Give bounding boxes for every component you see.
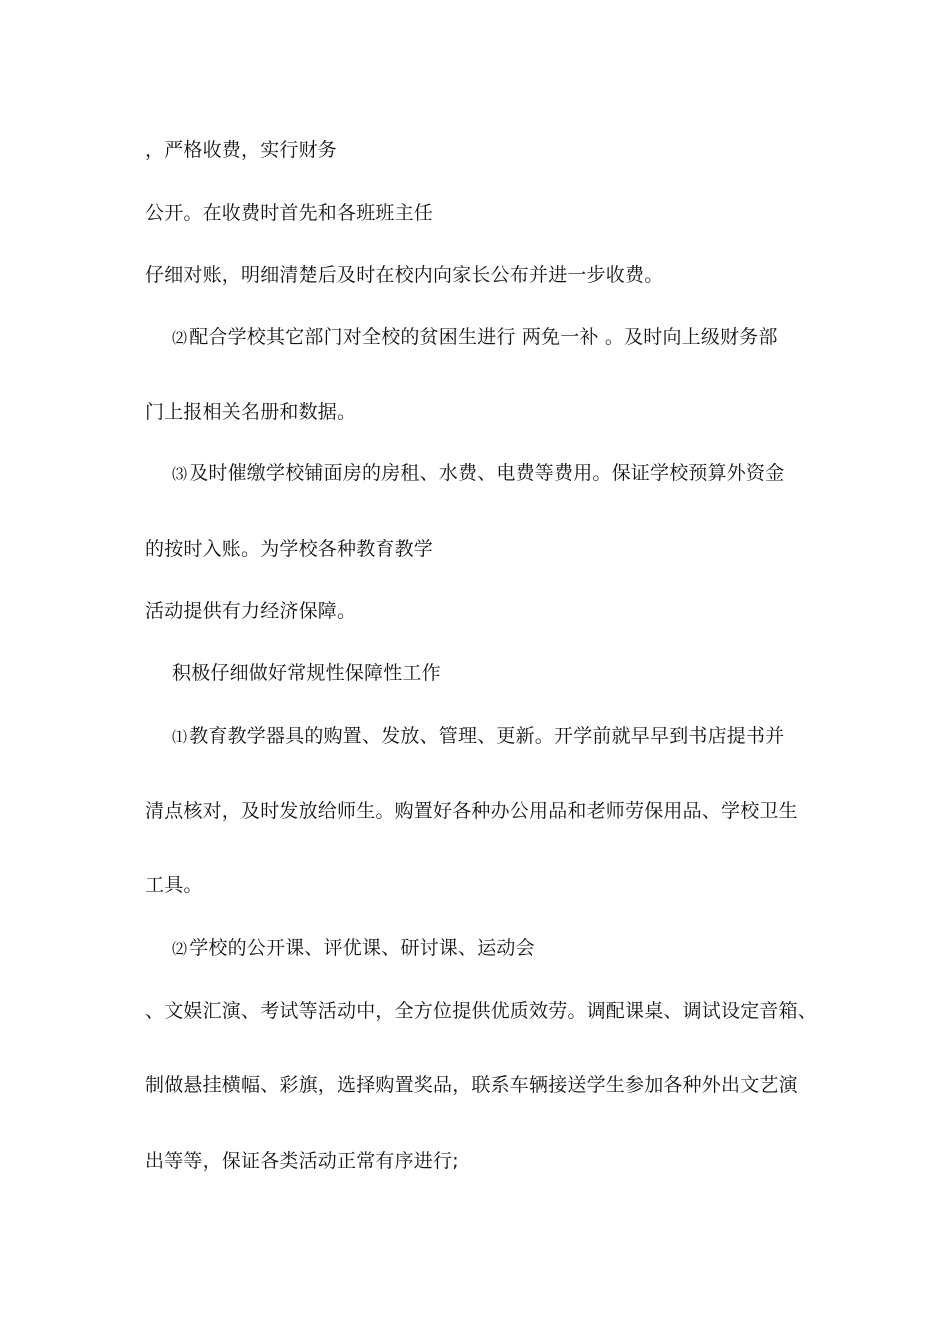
list-item-3-first-line <box>172 461 784 486</box>
text-line-14 <box>145 999 817 1023</box>
text-line-7 <box>145 537 433 561</box>
text-line-11 <box>145 799 798 823</box>
list-item-1-first-line <box>172 724 784 749</box>
line-text: 活动提供有力经济保障。 <box>145 600 357 622</box>
text-line-15 <box>145 1073 798 1097</box>
line-text: 出等等，保证各类活动正常有序进行; <box>145 1150 459 1172</box>
list-marker: ⑵ <box>172 329 188 347</box>
list-marker: ⑴ <box>172 728 188 746</box>
line-text: 教育教学器具的购置、发放、管理、更新。开学前就早早到书店提书并 <box>189 725 785 747</box>
line-text: 积极仔细做好常规性保障性工作 <box>172 662 441 684</box>
list-marker: ⑵ <box>172 940 188 958</box>
line-text: 及时催缴学校铺面房的房租、水费、电费等费用。保证学校预算外资金 <box>189 462 785 484</box>
line-text: 制做悬挂横幅、彩旗，选择购置奖品，联系车辆接送学生参加各种外出文艺演 <box>145 1074 798 1096</box>
line-text: 、文娱汇演、考试等活动中，全方位提供优质效劳。调配课桌、调试设定音箱、 <box>145 1000 818 1022</box>
line-text: 工具。 <box>145 874 203 896</box>
line-text: 门上报相关名册和数据。 <box>145 401 357 423</box>
text-line-12 <box>145 873 203 897</box>
list-item-2-first-line <box>172 325 778 350</box>
line-text: 的按时入账。为学校各种教育教学 <box>145 538 434 560</box>
line-text: 学校的公开课、评优课、研讨课、运动会 <box>189 937 535 959</box>
list-marker: ⑶ <box>172 465 188 483</box>
section-heading <box>172 661 441 685</box>
text-line-3 <box>145 263 663 287</box>
text-line-2 <box>145 201 433 225</box>
line-text: 公开。在收费时首先和各班班主任 <box>145 202 434 224</box>
text-line-1 <box>145 138 337 162</box>
line-text: ，严格收费，实行财务 <box>145 139 338 161</box>
list-item-2b-first-line <box>172 936 535 961</box>
line-text: 配合学校其它部门对全校的贫困生进行 两免一补 。及时向上级财务部 <box>189 326 778 348</box>
text-line-5 <box>145 400 356 424</box>
text-line-8 <box>145 599 356 623</box>
text-line-16 <box>145 1149 459 1173</box>
line-text: 仔细对账，明细清楚后及时在校内向家长公布并进一步收费。 <box>145 264 664 286</box>
line-text: 清点核对，及时发放给师生。购置好各种办公用品和老师劳保用品、学校卫生 <box>145 800 798 822</box>
